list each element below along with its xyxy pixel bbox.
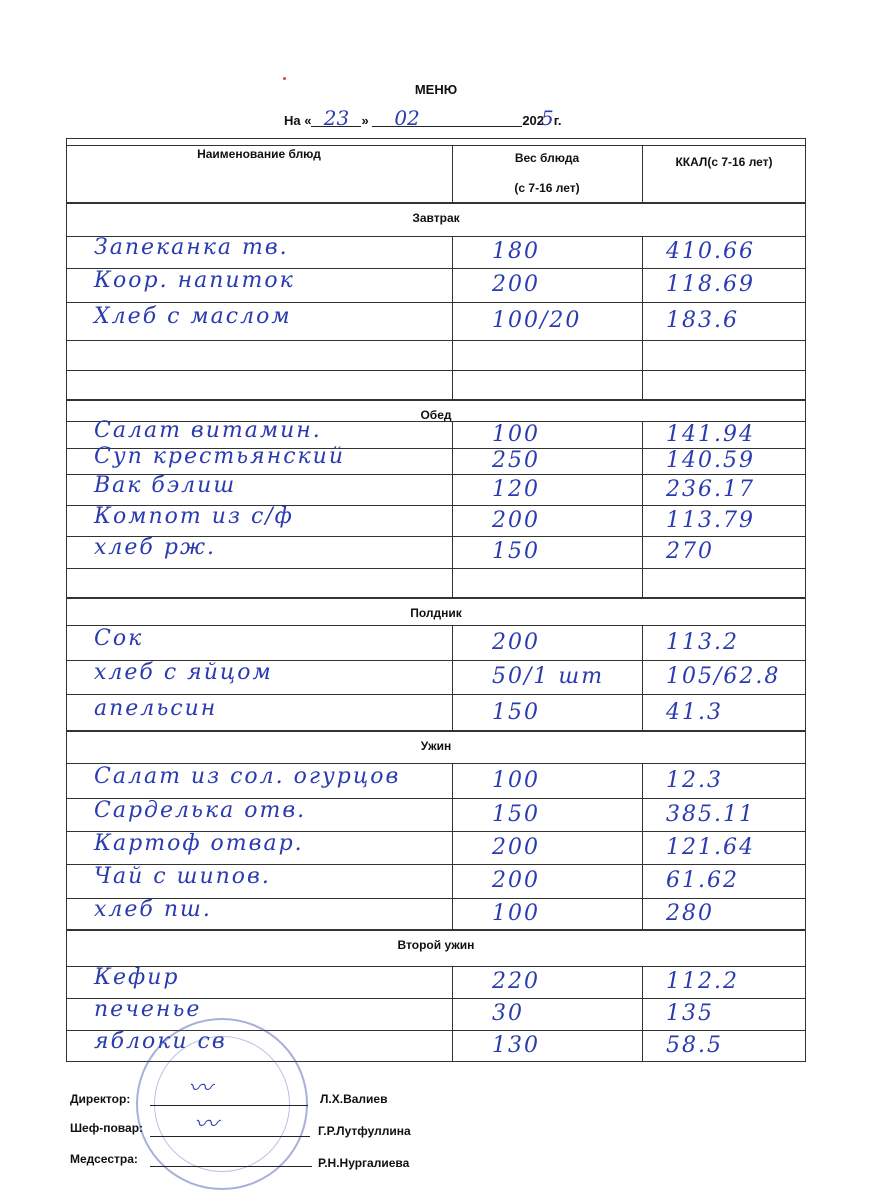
- dish-weight: 200: [492, 629, 540, 655]
- dish-kcal: 105/62.8: [666, 664, 781, 689]
- col-divider: [642, 966, 643, 1062]
- date-mid: »: [361, 113, 369, 128]
- dish-name: Вак бэлиш: [94, 472, 237, 498]
- dish-weight: 100: [492, 901, 540, 926]
- section-title: Второй ужин: [397, 938, 475, 952]
- dish-name: Салат из сол. огурцов: [94, 763, 401, 789]
- dish-name: Запеканка тв.: [94, 235, 289, 260]
- dish-name: Суп крестьянский: [94, 444, 346, 469]
- dish-weight: 220: [492, 969, 540, 994]
- col-divider: [642, 625, 643, 731]
- row-separator: [66, 302, 806, 303]
- header-dish: Наименование блюд: [197, 147, 321, 161]
- dish-weight: 180: [492, 239, 540, 264]
- dish-weight: 130: [492, 1033, 540, 1058]
- dish-name: Компот из с/ф: [94, 503, 294, 529]
- dish-name: Картоф отвар.: [94, 830, 304, 856]
- dish-kcal: 112.2: [666, 969, 739, 994]
- dish-weight: 200: [492, 868, 540, 893]
- dish-kcal: 140.59: [666, 448, 755, 473]
- col-divider: [642, 763, 643, 930]
- date-month: 02: [372, 110, 522, 127]
- dish-name: Хлеб с маслом: [94, 304, 292, 329]
- dish-kcal: 270: [666, 539, 714, 564]
- dish-kcal: 183.6: [666, 308, 739, 333]
- signature-role-director: Директор:: [70, 1092, 131, 1106]
- dish-kcal: 113.79: [666, 507, 755, 533]
- col-divider: [452, 966, 453, 1062]
- dish-kcal: 280: [666, 901, 714, 926]
- dish-kcal: 58.5: [666, 1033, 723, 1058]
- dish-kcal: 12.3: [666, 767, 723, 793]
- row-separator: [66, 568, 806, 569]
- date-suffix: г.: [553, 113, 562, 128]
- col-divider: [452, 625, 453, 731]
- dish-weight: 150: [492, 699, 540, 725]
- dish-weight: 150: [492, 539, 540, 564]
- dish-weight: 50/1 шт: [492, 664, 605, 689]
- dish-kcal: 113.2: [666, 629, 739, 655]
- dish-name: Сок: [94, 625, 144, 651]
- dish-weight: 150: [492, 801, 540, 827]
- dish-name: Чай с шипов.: [94, 864, 271, 889]
- dish-kcal: 121.64: [666, 834, 755, 860]
- dish-name: хлеб пш.: [94, 897, 212, 922]
- signature-role-nurse: Медсестра:: [70, 1152, 138, 1166]
- section-title: Завтрак: [412, 211, 460, 225]
- dish-kcal: 236.17: [666, 476, 755, 502]
- header-top-inner: [66, 145, 806, 146]
- dish-weight: 200: [492, 507, 540, 533]
- dish-weight: 120: [492, 476, 540, 502]
- dish-name: апельсин: [94, 695, 218, 721]
- dish-name: печенье: [94, 997, 202, 1022]
- dish-weight: 30: [492, 1001, 524, 1026]
- signature-name-director: Л.Х.Валиев: [320, 1092, 388, 1106]
- dish-name: Коор. напиток: [94, 268, 295, 293]
- dish-name: хлеб рж.: [94, 535, 216, 560]
- dish-kcal: 61.62: [666, 868, 739, 893]
- section-title: Обед: [420, 408, 452, 422]
- organization-stamp: [136, 1018, 308, 1190]
- col-divider: [642, 236, 643, 400]
- signature-line-nurse: [150, 1166, 312, 1167]
- signature-line-director: [150, 1105, 308, 1106]
- dish-weight: 200: [492, 834, 540, 860]
- dish-weight: 100: [492, 767, 540, 793]
- dish-kcal: 135: [666, 1001, 714, 1026]
- signature-line-chef: [150, 1136, 310, 1137]
- section-title: Полдник: [410, 606, 462, 620]
- dish-weight: 100: [492, 421, 540, 447]
- signature-name-nurse: Р.Н.Нургалиева: [318, 1156, 410, 1170]
- signature-role-chef: Шеф-повар:: [70, 1121, 144, 1135]
- dish-weight: 250: [492, 448, 540, 473]
- dish-kcal: 410.66: [666, 239, 755, 264]
- header-weight: Вес блюда: [514, 151, 580, 165]
- dish-kcal: 41.3: [666, 699, 723, 725]
- date-prefix: На «: [284, 113, 312, 128]
- section-title: Ужин: [420, 739, 452, 753]
- dish-name: Сарделька отв.: [94, 797, 307, 823]
- col-divider: [452, 763, 453, 930]
- dish-kcal: 385.11: [666, 801, 755, 827]
- dish-weight: 100/20: [492, 308, 582, 333]
- date-year: 202: [522, 113, 545, 128]
- header-kcal: ККАЛ(с 7-16 лет): [675, 155, 773, 169]
- director-signature: 〰: [188, 1074, 212, 1102]
- dish-name: яблоки св: [94, 1029, 227, 1054]
- dish-kcal: 141.94: [666, 421, 755, 447]
- chef-signature: 〰: [194, 1110, 218, 1138]
- date-year-hand: 5: [541, 106, 554, 130]
- header-weight-age: (с 7-16 лет): [514, 181, 580, 195]
- dish-name: Кефир: [94, 965, 180, 990]
- row-separator: [66, 340, 806, 341]
- dish-weight: 200: [492, 272, 540, 297]
- col-divider: [452, 236, 453, 400]
- page-title: МЕНЮ: [414, 82, 458, 97]
- signature-name-chef: Г.Р.Лутфуллина: [318, 1124, 411, 1138]
- dish-name: Салат витамин.: [94, 417, 322, 443]
- row-separator: [66, 370, 806, 371]
- dish-kcal: 118.69: [666, 272, 755, 297]
- date-day: 23: [311, 110, 361, 127]
- dish-name: хлеб с яйцом: [94, 660, 273, 685]
- col-divider: [642, 145, 643, 203]
